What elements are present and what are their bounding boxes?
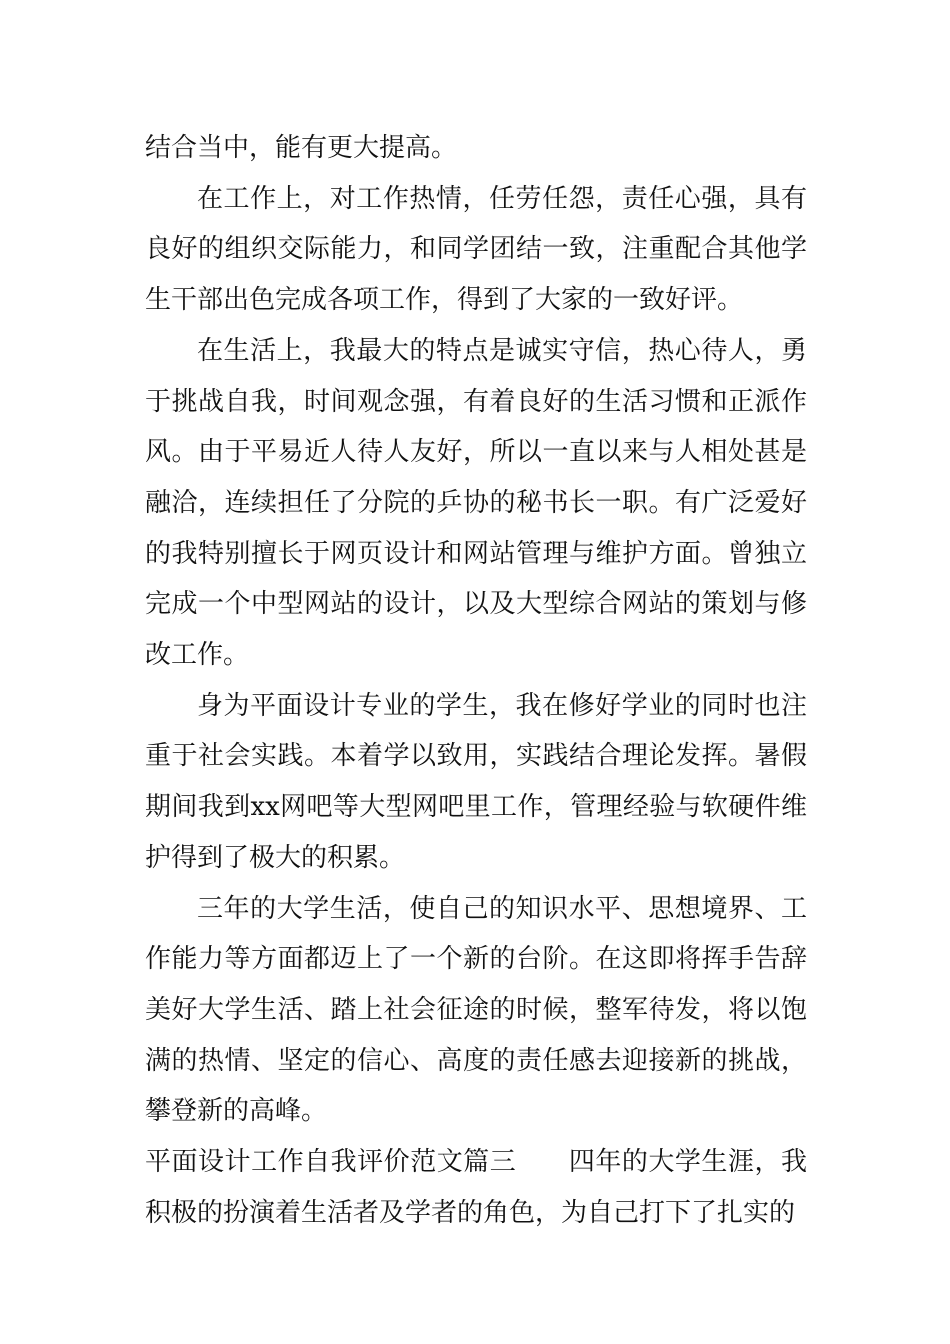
paragraph-continuation: 结合当中，能有更大提高。 <box>145 133 458 163</box>
document-body <box>145 123 807 1238</box>
paragraph-work: 在工作上，对工作热情，任劳任怨，责任心强，具有良好的组织交际能力，和同学团结一致，注重配合其他学生干部出色完成各项工作，得到了大家的一致好评。 <box>145 183 807 316</box>
paragraph-practice: 身为平面设计专业的学生，我在修好学业的同时也注重于社会实践。本着学以致用，实践结合理论发挥。暑假期间我到xx网吧等大型网吧里工作，管理经验与软硬件维护得到了极大的积累。 <box>145 690 807 873</box>
paragraph-summary: 三年的大学生活，使自己的知识水平、思想境界、工作能力等方面都迈上了一个新的台阶。在这即将挥手告辞美好大学生活、踏上社会征途的时候，整军待发，将以饱满的热情、坚定的信心、高度的责任感去迎接新的挑战，攀登新的高峰。 <box>145 893 807 1127</box>
section-title: 平面设计工作自我评价范文篇三 <box>145 1147 517 1178</box>
section-text: 四年的大学生涯，我积极的扮演着生活者及学者的角色，为自己打下了扎实的 <box>145 1147 807 1228</box>
paragraph-life: 在生活上，我最大的特点是诚实守信，热心待人，勇于挑战自我，时间观念强，有着良好的生活习惯和正派作风。由于平易近人待人友好，所以一直以来与人相处甚是融洽，连续担任了分院的乒协的秘书长一职。有广泛爱好的我特别擅长于网页设计和网站管理与维护方面。曾独立完成一个中型网站的设计，以及大型综合网站的策划与修改工作。 <box>145 335 807 671</box>
section-three <box>145 1137 807 1238</box>
